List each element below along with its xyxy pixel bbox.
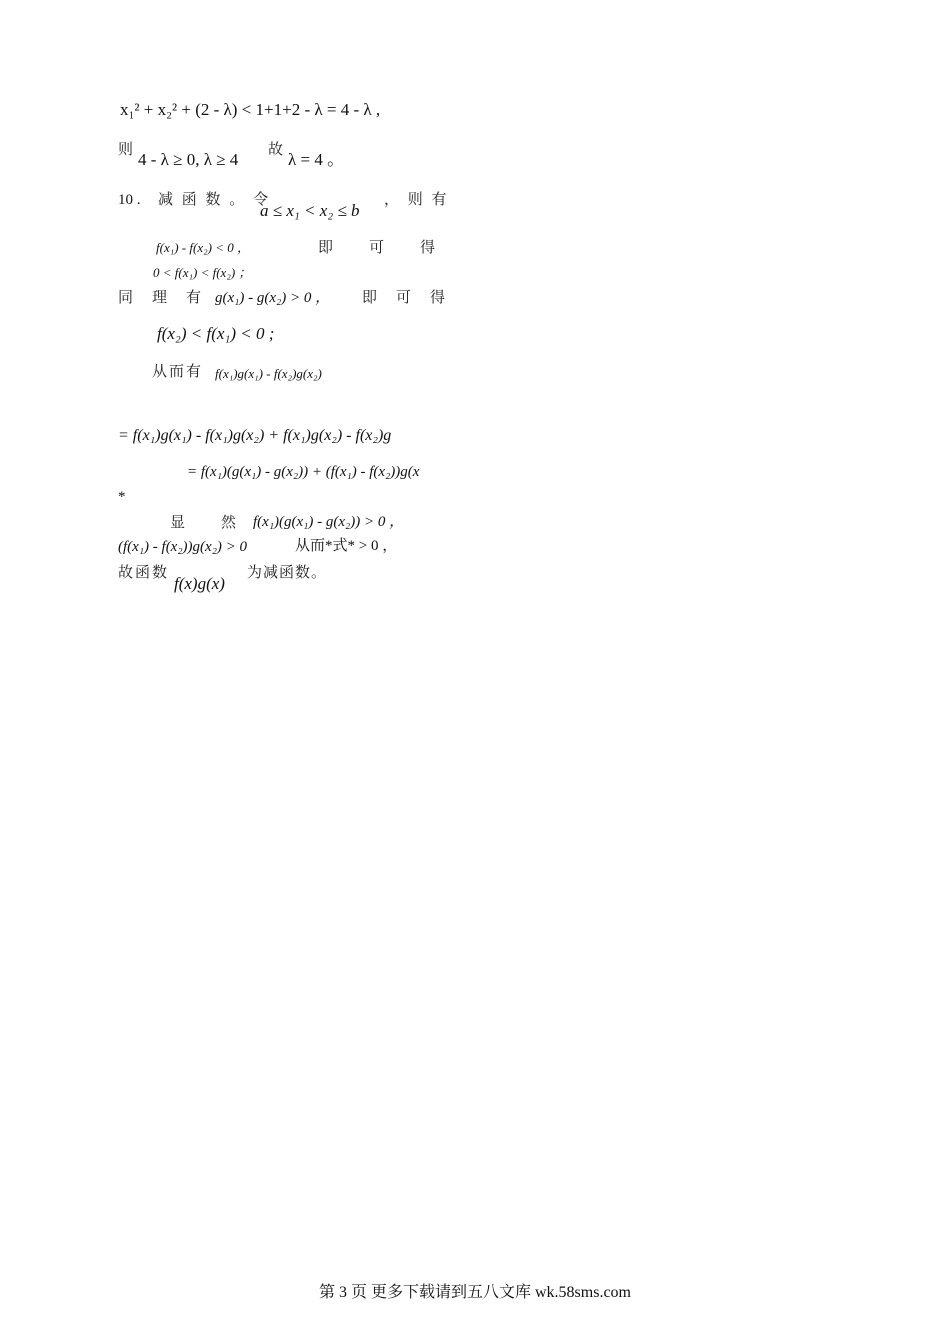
text-so-function: 故函数	[118, 563, 170, 581]
star-marker: *	[118, 489, 126, 505]
text-obviously: 显 然	[170, 513, 239, 531]
inequality-lambda	[138, 150, 238, 170]
expansion-line-2: = f(x₁)(g(x₁) - g(x₂)) + (f(x₁) - f(x₂))g(x	[187, 464, 420, 480]
text-then-have: ， 则 有	[384, 190, 449, 208]
inequality-f-positive: 0 < f(x₁) < f(x₂) ；	[153, 265, 252, 280]
expansion-line-1: = f(x₁)g(x₁) - f(x₁)g(x₂) + f(x₁)g(x₂) - f(x₂)g	[118, 427, 392, 444]
text-hence: 从而有	[152, 362, 204, 380]
range-inequality: a ≤ x₁ < x₂ ≤ b	[260, 201, 360, 220]
item-number-10: 10 .	[118, 192, 141, 208]
product-difference: f(x₁)g(x₁) - f(x₂)g(x₂)	[215, 366, 322, 381]
product-function: f(x)g(x)	[174, 574, 225, 593]
page-footer: 第 3 页 更多下载请到五八文库 wk.58sms.com	[318, 1284, 631, 1301]
text-ze: 则	[118, 140, 136, 158]
text-gu: 故	[268, 140, 286, 158]
equation-line-1	[120, 100, 380, 120]
text-thus-get: 即 可 得	[318, 238, 438, 256]
difference-g: g(x₁) - g(x₂) > 0 ，	[215, 290, 331, 306]
inequality-f-negative: f(x₂) < f(x₁) < 0 ;	[157, 324, 275, 343]
second-term-positive: (f(x₁) - f(x₂))g(x₂) > 0	[118, 539, 248, 555]
math-expression: x₁² + x₂² + (2 - λ) < 1+1+2 - λ = 4 - λ ,	[120, 100, 381, 119]
text-similarly: 同 理 有	[118, 288, 204, 306]
equation-line-2	[118, 140, 135, 159]
difference-f: f(x₁) - f(x₂) < 0 ，	[156, 240, 250, 255]
text-is-decreasing: 为减函数。	[247, 563, 328, 581]
lambda-equals-four: λ = 4 。	[288, 150, 345, 169]
first-term-positive: f(x₁)(g(x₁) - g(x₂)) > 0 ，	[253, 514, 405, 530]
text-decreasing-function: 减 函 数 。 令	[158, 190, 271, 208]
text-hence-star: 从而*式* > 0 ，	[295, 538, 398, 554]
text-thus-get-2: 即 可 得	[362, 288, 448, 306]
math-expression: 4 - λ ≥ 0, λ ≥ 4	[138, 150, 239, 169]
